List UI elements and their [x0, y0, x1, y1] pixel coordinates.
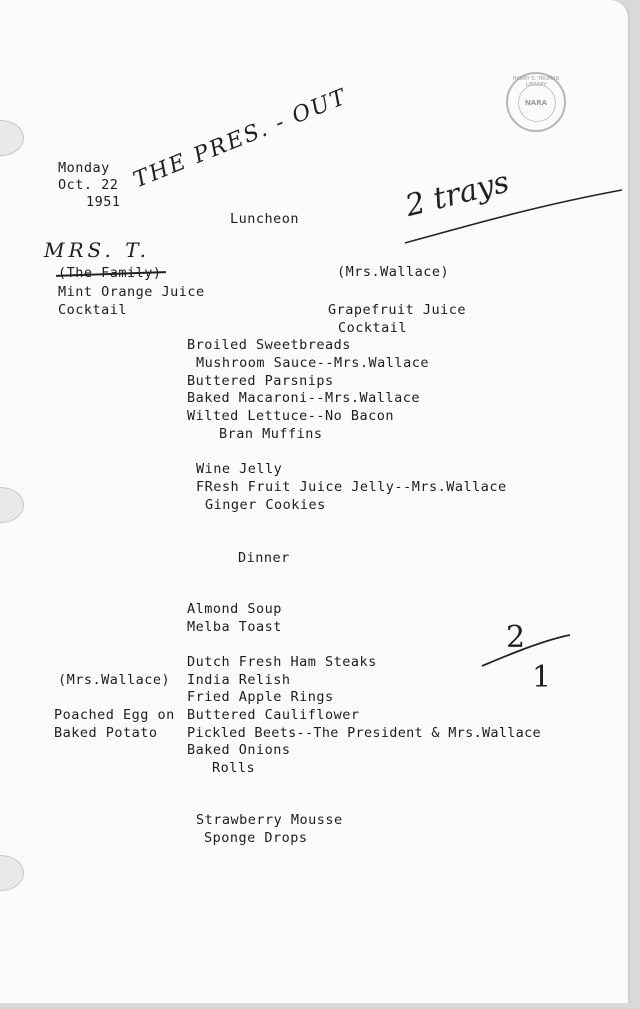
dinner-main-item: Baked Onions: [187, 742, 291, 758]
luncheon-main-item: Mushroom Sauce--Mrs.Wallace: [196, 355, 429, 371]
luncheon-wallace-item: Grapefruit Juice: [328, 302, 467, 318]
luncheon-dessert-item: FResh Fruit Juice Jelly--Mrs.Wallace: [196, 479, 507, 495]
dinner-wallace-item: Baked Potato: [54, 725, 158, 741]
handwritten-pres-out: THE PRES. - OUT: [130, 84, 352, 194]
stamp-label: NARA: [524, 99, 548, 107]
dinner-main-item: Pickled Beets--The President & Mrs.Wallace: [187, 725, 541, 741]
handwritten-trays: 2 trays: [402, 164, 513, 224]
dinner-main-item: Buttered Cauliflower: [187, 707, 360, 723]
stamp-ring-text: HARRY S. TRUMAN LIBRARY: [512, 76, 560, 88]
handwritten-fraction-bottom: 1: [532, 660, 552, 695]
luncheon-main-item: Baked Macaroni--Mrs.Wallace: [187, 390, 420, 406]
dinner-heading: Dinner: [238, 550, 290, 566]
header-day: Monday: [58, 160, 110, 176]
luncheon-dessert-item: Wine Jelly: [196, 461, 283, 477]
dinner-main-item: India Relish: [187, 672, 291, 688]
luncheon-main-item: Bran Muffins: [219, 426, 323, 442]
handwritten-mrs-t: MRS. T.: [44, 238, 150, 262]
luncheon-main-item: Buttered Parsnips: [187, 373, 334, 389]
header-year: 1951: [86, 194, 121, 210]
luncheon-family-item: Mint Orange Juice: [58, 284, 205, 300]
dinner-wallace-item: Poached Egg on: [54, 707, 175, 723]
dinner-wallace-heading: (Mrs.Wallace): [58, 672, 171, 688]
luncheon-main-item: Wilted Lettuce--No Bacon: [187, 408, 395, 424]
luncheon-wallace-item: Cocktail: [338, 320, 408, 336]
dinner-soup-item: Almond Soup: [187, 601, 282, 617]
luncheon-wallace-heading: (Mrs.Wallace): [337, 264, 450, 280]
dinner-dessert-item: Sponge Drops: [204, 830, 308, 846]
luncheon-family-item: Cocktail: [58, 302, 128, 318]
pen-fraction-line: [482, 635, 570, 666]
luncheon-main-item: Broiled Sweetbreads: [187, 337, 351, 353]
luncheon-heading: Luncheon: [230, 211, 300, 227]
dinner-dessert-item: Strawberry Mousse: [196, 812, 343, 828]
dinner-main-item: Rolls: [212, 760, 256, 776]
dinner-main-item: Dutch Fresh Ham Steaks: [187, 654, 377, 670]
luncheon-dessert-item: Ginger Cookies: [205, 497, 326, 513]
dinner-main-item: Fried Apple Rings: [187, 689, 334, 705]
dinner-soup-item: Melba Toast: [187, 619, 282, 635]
luncheon-family-heading: (The Family): [58, 265, 162, 281]
header-date: Oct. 22: [58, 177, 119, 193]
handwritten-fraction-top: 2: [506, 620, 526, 655]
pen-underline-trays: [405, 190, 622, 243]
